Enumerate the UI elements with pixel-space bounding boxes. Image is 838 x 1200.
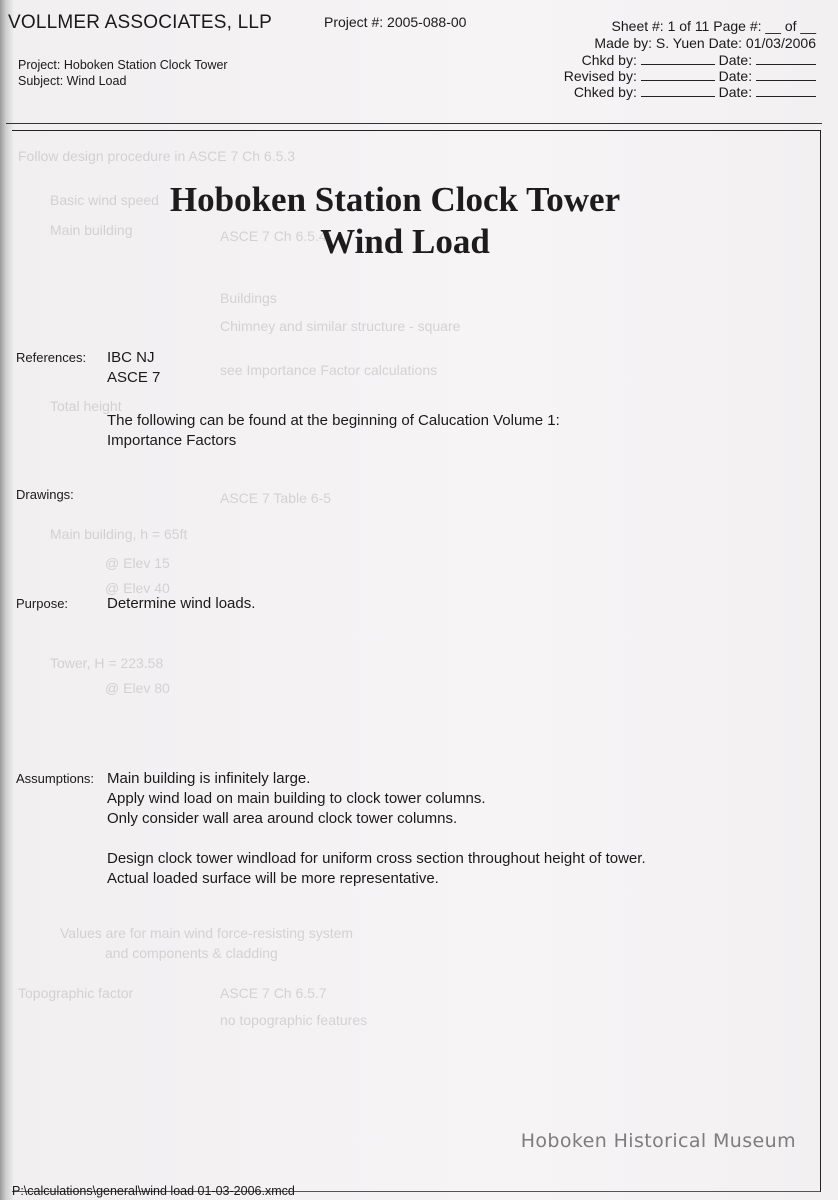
reference-item: ASCE 7 <box>107 369 161 386</box>
assumption-item: Main building is infinitely large. <box>107 770 311 787</box>
revised-by-row <box>564 68 816 84</box>
assumption-item: Only consider wall area around clock tower columns. <box>107 810 458 827</box>
assumption-item: Design clock tower windload for uniform cross section throughout height of tower. <box>107 850 646 867</box>
file-path-footer: P:\calculations\general\wind load 01-03-2006.xmcd <box>12 1184 295 1198</box>
subject: Subject: Wind Load <box>18 74 127 88</box>
purpose-label: Purpose: <box>16 596 69 611</box>
references-list <box>107 348 160 388</box>
note-line: The following can be found at the beginning of Calucation Volume 1: <box>107 412 560 429</box>
sheet-number: Sheet #: 1 of 11 Page #: __ of __ <box>611 18 816 34</box>
chked-by-row <box>574 84 816 100</box>
chked-by-label: Chked by: <box>573 84 637 100</box>
firm-name: VOLLMER ASSOCIATES, LLP <box>8 12 273 33</box>
header-divider <box>6 123 822 124</box>
reference-item: IBC NJ <box>107 349 155 366</box>
references-note <box>107 411 560 451</box>
title-line-1: Hoboken Station Clock Tower <box>169 180 621 219</box>
references-label: References: <box>16 350 87 365</box>
chkd-by-label: Chkd by: <box>581 52 637 68</box>
project-number: Project #: 2005-088-00 <box>324 14 467 30</box>
title-line-2: Wind Load <box>320 222 490 261</box>
assumptions-label: Assumptions: <box>16 771 95 786</box>
content-frame <box>12 130 821 1192</box>
assumption-item: Apply wind load on main building to clock tower columns. <box>107 790 486 807</box>
drawings-label: Drawings: <box>16 487 74 502</box>
date-label: Date: <box>718 68 753 84</box>
project-name: Project: Hoboken Station Clock Tower <box>18 58 228 72</box>
document-page: Follow design procedure in ASCE 7 Ch 6.5.3 Basic wind speed Main building ASCE 7 Ch 6.5.4 Buildings Chimney and similar structure - square see Importance Factor calculations Total height ASCE 7 Table 6-5 Main building, h = 65ft @ Elev 15 @ Elev 40 Tower, H = 223.58 @ Elev 80 Values are for main wind force-resisting system and components & cladding Topographic factor ASCE 7 Ch 6.5.7 no topographic features VOLLMER ASSOCIATES, LLP Project #: 2005-088-00 Project: Hoboken Station Clock Tower Subject: Wind Load Sheet #: 1 of 11 Page #: __ of __ Made by: S. Yuen Date: 01/03/2006 Chkd by: Date: Revised by: Date: Chked by: Date: Hoboken Station Clock Tower Wind Load References: IBC NJ ASCE 7 The following can be found at the beginning of Calucation Volume 1: Importance Factors Drawings: Purpose: Determine wind loads. Assumptions: Main building is infinitely large. Apply wind load on main building to clock tower columns. Only consider wall area around clock tower columns. Design clock tower windload for uniform cross section throughout height of tower. Actual loaded surface will be more representative. Hoboken Historical Museum P:\calculations\general\wind load 01-03-2006.xmcd <box>0 0 838 1200</box>
assumptions-list-2 <box>107 849 646 889</box>
assumptions-list <box>107 769 486 829</box>
made-by: Made by: S. Yuen Date: 01/03/2006 <box>594 35 816 51</box>
assumption-item: Actual loaded surface will be more representative. <box>107 870 439 887</box>
museum-watermark: Hoboken Historical Museum <box>520 1130 796 1152</box>
purpose-text: Determine wind loads. <box>107 595 256 612</box>
note-line: Importance Factors <box>107 432 237 449</box>
date-label: Date: <box>718 52 753 68</box>
date-label: Date: <box>718 84 753 100</box>
checked-by-row <box>582 52 816 68</box>
revised-by-label: Revised by: <box>563 68 637 84</box>
